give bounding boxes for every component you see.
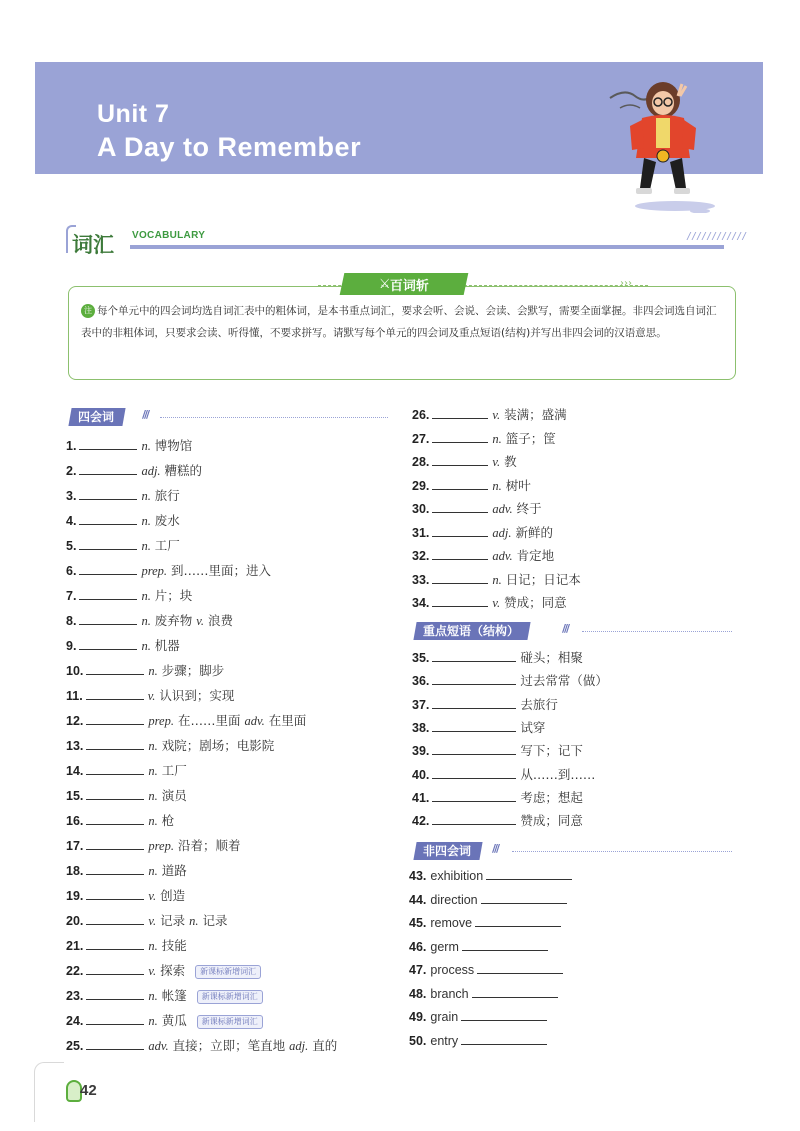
part-of-speech: v.	[147, 689, 156, 703]
item-number: 49.	[409, 1010, 427, 1024]
part-of-speech: adj.	[289, 1039, 309, 1053]
list-item	[66, 486, 180, 506]
part-of-speech: n.	[148, 739, 158, 753]
item-meaning: 教	[504, 454, 517, 469]
list-item	[412, 593, 567, 613]
new-word-stamp: 新课标新增词汇	[197, 990, 263, 1004]
item-number: 45.	[409, 916, 427, 930]
part-of-speech: v.	[148, 914, 157, 928]
item-meaning: 赞成；同意	[520, 813, 583, 829]
list-item	[66, 911, 228, 931]
list-item	[409, 960, 567, 980]
part-of-speech: adv.	[492, 549, 513, 563]
item-word: exhibition	[430, 869, 484, 883]
item-word: entry	[430, 1033, 459, 1048]
item-word: germ	[430, 939, 459, 954]
answer-blank[interactable]	[432, 524, 488, 537]
item-word: process	[430, 963, 475, 977]
list-item	[412, 648, 583, 668]
list-item	[66, 736, 274, 756]
item-meaning: 道路	[161, 863, 187, 878]
answer-blank[interactable]	[86, 762, 144, 775]
list-item	[66, 436, 192, 456]
item-word: remove	[430, 916, 473, 930]
item-word: grain	[430, 1010, 459, 1024]
item-number: 48.	[409, 986, 427, 1001]
list-item	[66, 811, 174, 831]
answer-blank[interactable]	[79, 462, 137, 475]
answer-blank[interactable]	[432, 719, 516, 732]
list-item	[66, 636, 180, 656]
part-of-speech: n.	[141, 514, 151, 528]
item-meaning: 赞成；同意	[504, 595, 567, 610]
item-meaning: 认识到；实现	[159, 688, 235, 703]
section-non-four-skill	[413, 842, 482, 860]
answer-blank[interactable]	[432, 571, 488, 584]
item-number: 27.	[412, 431, 430, 446]
item-meaning: 工厂	[161, 763, 187, 778]
list-item	[412, 788, 583, 808]
girl-illustration	[600, 78, 730, 213]
section-non-four-skill-label: 非四会词	[423, 844, 472, 858]
item-meaning: 博物馆	[154, 438, 193, 453]
item-meaning: 机器	[154, 638, 180, 653]
answer-blank[interactable]	[79, 487, 137, 500]
list-item	[66, 586, 192, 606]
item-number: 23.	[66, 989, 84, 1003]
answer-blank[interactable]	[481, 891, 567, 904]
page-corner-decoration	[34, 1062, 64, 1122]
answer-blank[interactable]	[475, 914, 561, 927]
item-meaning: 枪	[161, 813, 175, 828]
item-number: 26.	[412, 408, 430, 422]
item-number: 40.	[412, 767, 430, 782]
item-meaning: 日记；日记本	[505, 571, 581, 587]
item-number: 12.	[66, 714, 84, 728]
list-item	[409, 913, 565, 933]
list-item	[66, 511, 180, 531]
list-item	[66, 936, 187, 956]
item-meaning: 技能	[161, 938, 187, 953]
note-icon: 注	[81, 304, 95, 318]
item-number: 18.	[66, 864, 84, 878]
item-meaning: 试穿	[520, 719, 546, 735]
answer-blank[interactable]	[79, 537, 137, 550]
part-of-speech: n.	[148, 789, 158, 803]
answer-blank[interactable]	[486, 867, 572, 880]
part-of-speech: v.	[492, 596, 501, 610]
part-of-speech: n.	[148, 864, 158, 878]
answer-blank[interactable]	[432, 672, 516, 685]
item-meaning: 装满；盛满	[504, 407, 567, 422]
answer-blank[interactable]	[432, 477, 488, 490]
list-item	[66, 836, 240, 856]
item-meaning: 树叶	[505, 477, 531, 493]
item-number: 10.	[66, 664, 84, 678]
list-item	[412, 695, 558, 715]
answer-blank[interactable]	[79, 587, 137, 600]
item-number: 31.	[412, 525, 430, 540]
answer-blank[interactable]	[432, 696, 516, 709]
item-meaning: 终于	[516, 501, 542, 516]
item-number: 50.	[409, 1033, 427, 1048]
item-number: 38.	[412, 720, 430, 735]
list-item	[66, 861, 187, 881]
part-of-speech: adv.	[492, 502, 513, 516]
item-meaning: 步骤；脚步	[161, 663, 225, 678]
answer-blank[interactable]	[86, 737, 144, 750]
new-word-stamp: 新课标新增词汇	[195, 965, 261, 979]
part-of-speech: prep.	[148, 839, 174, 853]
item-number: 46.	[409, 939, 427, 954]
item-number: 16.	[66, 814, 84, 828]
item-number: 47.	[409, 963, 427, 977]
answer-blank[interactable]	[432, 789, 516, 802]
part-of-speech: n.	[141, 489, 151, 503]
part-of-speech: n.	[148, 939, 158, 953]
list-item	[412, 499, 542, 519]
answer-blank[interactable]	[432, 649, 516, 662]
item-meaning: 沿着；顺着	[177, 838, 241, 853]
item-number: 15.	[66, 789, 84, 803]
vocabulary-heading	[66, 225, 747, 257]
item-meaning: 旅行	[154, 488, 180, 503]
part-of-speech: v.	[492, 455, 501, 469]
tip-badge	[340, 273, 469, 295]
vocabulary-en-title: VOCABULARY	[132, 230, 206, 241]
section-four-skill	[68, 408, 125, 426]
list-item	[412, 452, 517, 472]
item-word: direction	[430, 892, 478, 907]
part-of-speech: n.	[141, 589, 151, 603]
item-number: 20.	[66, 914, 84, 928]
list-item	[412, 523, 553, 543]
part-of-speech: n.	[492, 572, 502, 587]
item-number: 6.	[66, 564, 77, 578]
list-item	[409, 1031, 551, 1051]
item-meaning: 写下；记下	[520, 743, 583, 759]
list-item	[409, 866, 576, 886]
section-dots	[512, 851, 732, 852]
item-number: 13.	[66, 739, 84, 753]
item-number: 21.	[66, 939, 84, 953]
item-meaning: 过去常常（做）	[520, 673, 608, 689]
answer-blank[interactable]	[79, 437, 137, 450]
item-meaning: 在……里面	[177, 713, 241, 728]
item-number: 28.	[412, 455, 430, 469]
section-four-skill-label: 四会词	[78, 410, 115, 424]
answer-blank[interactable]	[86, 1037, 144, 1050]
part-of-speech: n.	[148, 1014, 158, 1028]
item-meaning: 直的	[312, 1038, 338, 1053]
answer-blank[interactable]	[432, 766, 516, 779]
answer-blank[interactable]	[461, 1008, 547, 1021]
item-number: 14.	[66, 764, 84, 778]
answer-blank[interactable]	[86, 912, 144, 925]
list-item	[66, 961, 261, 981]
answer-blank[interactable]	[86, 987, 144, 1000]
item-meaning: 新鲜的	[515, 524, 553, 540]
sword-icon: ⚔	[378, 276, 391, 292]
list-item	[412, 741, 583, 761]
part-of-speech: adj.	[492, 525, 512, 540]
item-meaning: 废弃物	[154, 613, 193, 628]
item-number: 8.	[66, 614, 77, 628]
list-item	[66, 686, 234, 706]
item-number: 32.	[412, 549, 430, 563]
section-phrases-label: 重点短语（结构）	[423, 624, 520, 638]
item-meaning: 记录	[160, 913, 186, 928]
item-meaning: 工厂	[154, 538, 180, 553]
item-number: 30.	[412, 502, 430, 516]
list-item	[412, 671, 608, 691]
list-item	[409, 937, 552, 957]
answer-blank[interactable]	[86, 712, 144, 725]
tag-stripes: ///	[562, 622, 569, 635]
page-number	[66, 1078, 106, 1106]
item-number: 41.	[412, 790, 430, 805]
section-dots	[582, 631, 732, 632]
tip-text: 每个单元中的四会词均选自词汇表中的粗体词，是本书重点词汇，要求会听、会说、会读、会默写，需要全面掌握。非四会词选自词汇表中的非粗体词，只要求会读、听得懂，不要求拼写。请默写每个单元的四会词及重点短语(结构)并写出非四会词的汉语意思。	[81, 305, 717, 339]
answer-blank[interactable]	[86, 837, 144, 850]
list-item	[412, 811, 583, 831]
item-word: branch	[430, 986, 469, 1001]
part-of-speech: v.	[148, 964, 157, 978]
answer-blank[interactable]	[477, 961, 563, 974]
list-item	[409, 984, 562, 1004]
list-item	[66, 986, 263, 1006]
list-item	[412, 718, 545, 738]
part-of-speech: n.	[141, 614, 151, 628]
item-number: 33.	[412, 572, 430, 587]
part-of-speech: v.	[492, 408, 501, 422]
item-number: 24.	[66, 1014, 84, 1028]
list-item	[412, 429, 556, 449]
answer-blank[interactable]	[79, 612, 137, 625]
part-of-speech: adj.	[141, 464, 161, 478]
item-meaning: 浪费	[208, 613, 234, 628]
answer-blank[interactable]	[86, 812, 144, 825]
vocabulary-cn-title: 词汇	[72, 233, 114, 257]
list-item	[412, 405, 567, 425]
item-number: 17.	[66, 839, 84, 853]
item-meaning: 从……到……	[520, 766, 596, 782]
answer-blank[interactable]	[79, 512, 137, 525]
item-number: 35.	[412, 651, 430, 665]
item-meaning: 到……里面；进入	[171, 563, 272, 578]
answer-blank[interactable]	[79, 562, 137, 575]
list-item	[66, 536, 180, 556]
tag-stripes: ///	[142, 408, 149, 421]
unit-number: Unit 7	[97, 100, 170, 128]
part-of-speech: n.	[141, 539, 151, 553]
part-of-speech: n.	[148, 764, 158, 778]
section-dots	[160, 417, 388, 418]
item-number: 11.	[66, 689, 83, 703]
list-item	[66, 561, 271, 581]
item-meaning: 记录	[202, 913, 228, 928]
list-item	[66, 786, 187, 806]
list-item	[412, 476, 531, 496]
item-number: 19.	[66, 889, 84, 903]
list-item	[409, 890, 571, 910]
heading-hatch: ////////////	[686, 231, 747, 242]
part-of-speech: adv.	[148, 1039, 169, 1053]
item-number: 3.	[66, 489, 77, 503]
item-meaning: 片；块	[154, 588, 193, 603]
item-meaning: 去旅行	[520, 696, 558, 712]
item-meaning: 直接；立即；笔直地	[172, 1038, 286, 1053]
item-meaning: 创造	[160, 888, 186, 903]
answer-blank[interactable]	[86, 862, 144, 875]
tag-stripes: ///	[492, 842, 499, 855]
answer-blank[interactable]	[432, 742, 516, 755]
item-meaning: 演员	[161, 788, 187, 803]
answer-blank[interactable]	[432, 406, 488, 419]
answer-blank[interactable]	[472, 985, 558, 998]
item-meaning: 探索	[160, 963, 186, 978]
item-number: 39.	[412, 744, 430, 759]
item-meaning: 黄瓜	[161, 1013, 187, 1028]
item-meaning: 篮子；筐	[505, 430, 556, 446]
answer-blank[interactable]	[86, 787, 144, 800]
item-meaning: 帐篷	[161, 988, 187, 1003]
answer-blank[interactable]	[432, 500, 488, 513]
answer-blank[interactable]	[79, 637, 137, 650]
item-number: 22.	[66, 964, 84, 978]
item-number: 37.	[412, 697, 430, 712]
list-item	[66, 1011, 263, 1031]
item-number: 34.	[412, 596, 430, 610]
list-item	[412, 570, 581, 590]
answer-blank[interactable]	[86, 962, 144, 975]
part-of-speech: adv.	[244, 714, 265, 728]
answer-blank[interactable]	[432, 547, 488, 560]
section-phrases	[413, 622, 530, 640]
answer-blank[interactable]	[461, 1032, 547, 1045]
arrows-icon: ›››	[620, 278, 632, 289]
page-number-text: 42	[80, 1082, 97, 1099]
item-number: 4.	[66, 514, 77, 528]
part-of-speech: n.	[148, 664, 158, 678]
heading-rule	[130, 245, 724, 249]
list-item	[66, 886, 185, 906]
list-item	[412, 765, 595, 785]
list-item	[409, 1007, 551, 1027]
item-meaning: 考虑；想起	[520, 789, 583, 805]
item-number: 44.	[409, 892, 427, 907]
part-of-speech: prep.	[141, 564, 168, 578]
answer-blank[interactable]	[432, 430, 488, 443]
list-item	[66, 711, 306, 731]
item-meaning: 肯定地	[516, 548, 555, 563]
part-of-speech: n.	[492, 431, 502, 446]
list-item	[66, 1036, 337, 1056]
part-of-speech: n.	[189, 914, 199, 928]
item-number: 36.	[412, 674, 430, 689]
new-word-stamp: 新课标新增词汇	[197, 1015, 263, 1029]
part-of-speech: n.	[141, 639, 151, 653]
part-of-speech: v.	[148, 889, 157, 903]
item-meaning: 戏院；剧场；电影院	[161, 738, 275, 753]
item-number: 29.	[412, 478, 430, 493]
item-number: 25.	[66, 1039, 84, 1053]
list-item	[66, 661, 224, 681]
answer-blank[interactable]	[432, 453, 488, 466]
answer-blank[interactable]	[86, 887, 144, 900]
part-of-speech: n.	[148, 814, 158, 828]
list-item	[66, 761, 187, 781]
item-number: 42.	[412, 814, 430, 829]
list-item	[412, 546, 554, 566]
item-number: 43.	[409, 869, 427, 883]
answer-blank[interactable]	[86, 937, 144, 950]
item-number: 9.	[66, 639, 77, 653]
answer-blank[interactable]	[432, 594, 488, 607]
part-of-speech: n.	[141, 439, 151, 453]
part-of-speech: n.	[492, 478, 502, 493]
item-meaning: 在里面	[268, 713, 307, 728]
item-number: 1.	[66, 439, 77, 453]
answer-blank[interactable]	[86, 662, 144, 675]
part-of-speech: v.	[196, 614, 205, 628]
unit-title: A Day to Remember	[97, 132, 362, 162]
item-meaning: 碰头；相聚	[520, 650, 583, 665]
part-of-speech: n.	[148, 989, 158, 1003]
answer-blank[interactable]	[86, 687, 144, 700]
part-of-speech: prep.	[148, 714, 174, 728]
tip-box	[68, 286, 736, 380]
answer-blank[interactable]	[86, 1012, 144, 1025]
item-number: 2.	[66, 464, 77, 478]
item-number: 5.	[66, 539, 77, 553]
tip-badge-label: 百词斩	[390, 278, 430, 294]
item-number: 7.	[66, 589, 77, 603]
item-meaning: 废水	[154, 513, 180, 528]
answer-blank[interactable]	[432, 812, 516, 825]
list-item	[66, 461, 202, 481]
item-meaning: 糟糕的	[164, 463, 203, 478]
answer-blank[interactable]	[462, 938, 548, 951]
list-item	[66, 611, 233, 631]
